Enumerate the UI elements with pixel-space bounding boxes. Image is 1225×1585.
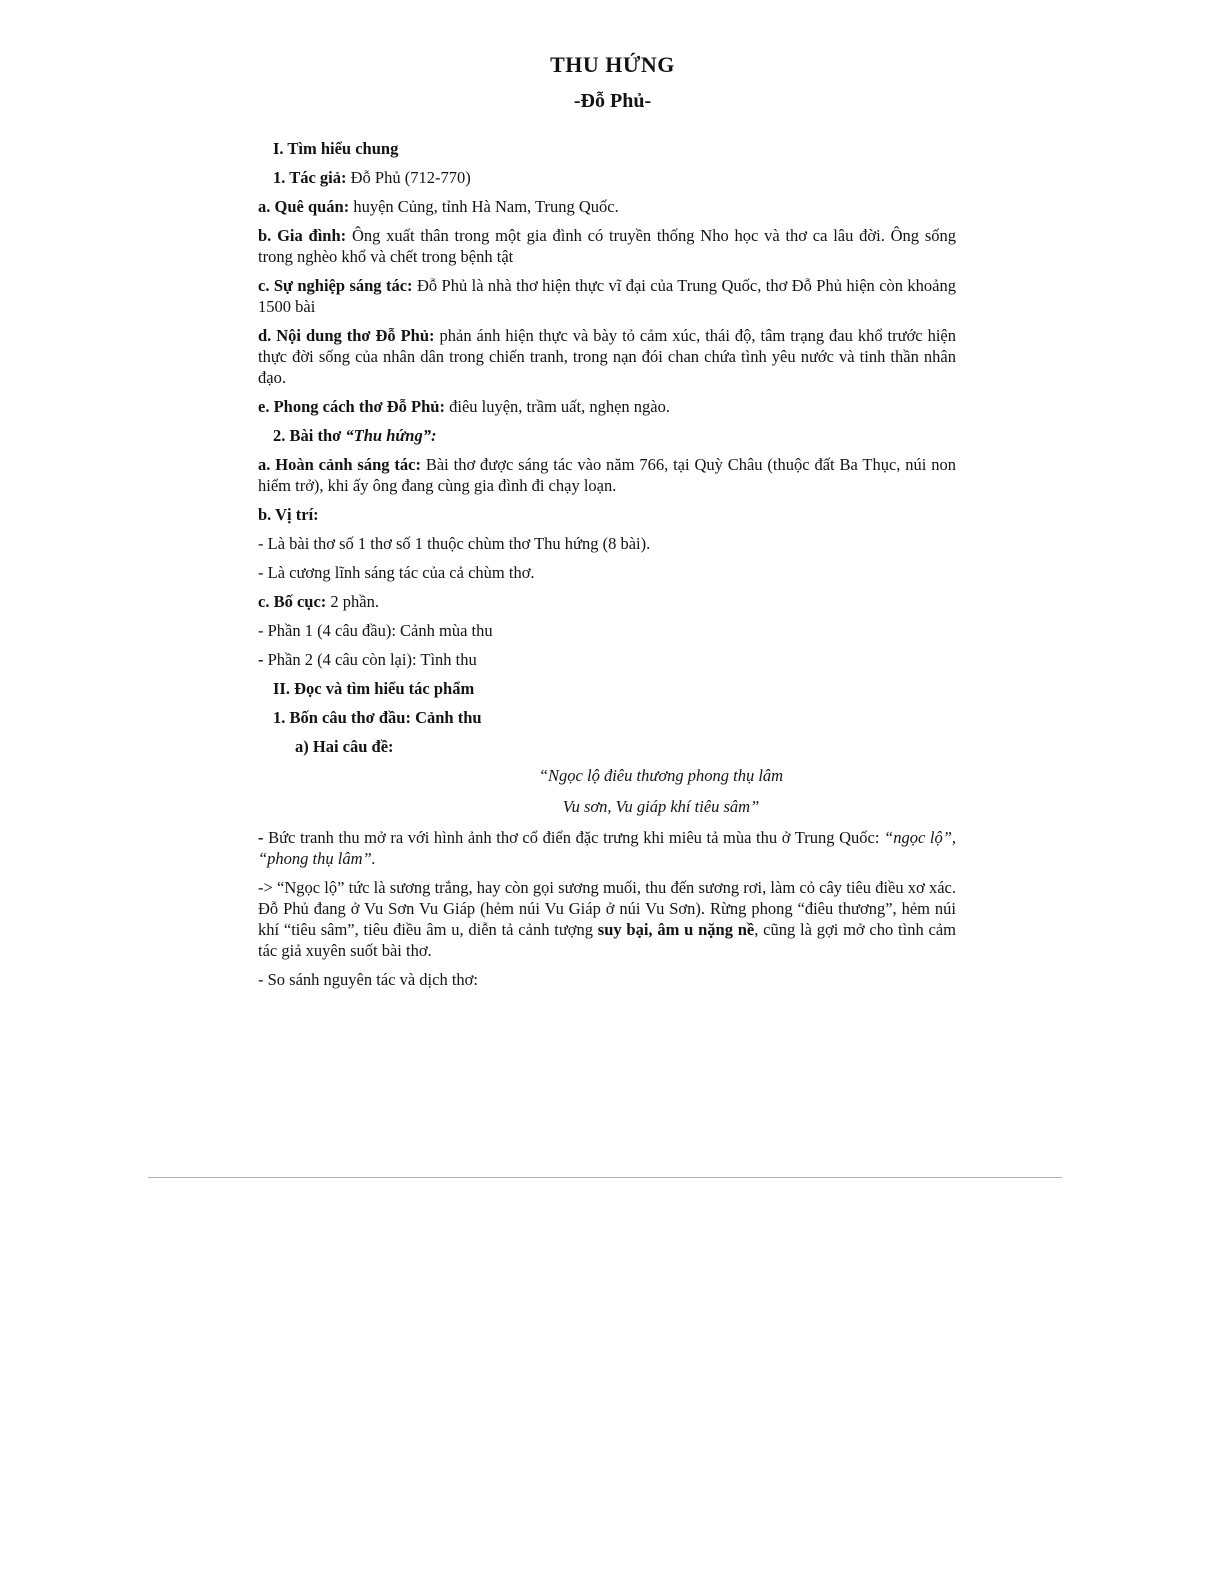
paragraph [258, 827, 956, 869]
text-run: , cũng là gợi mở cho tình cảm tác giả xuyên suốt bài thơ. [258, 920, 956, 960]
paragraph [258, 396, 956, 417]
text-run: “Thu hứng”: [345, 426, 437, 445]
text-run: I. Tìm hiểu chung [273, 139, 399, 158]
paragraph [273, 425, 956, 446]
paragraph [258, 591, 956, 612]
text-run: e. Phong cách thơ Đỗ Phủ: [258, 397, 450, 416]
text-run: 1. Tác giả: [273, 168, 351, 187]
text-run: a. Hoàn cảnh sáng tác: [258, 455, 426, 474]
text-run: “Ngọc lộ điêu thương phong thụ lâm [538, 766, 784, 785]
paragraph [258, 225, 956, 267]
paragraph [258, 275, 956, 317]
text-run: a) Hai câu đề: [295, 737, 394, 756]
page-title: THU HỨNG [550, 52, 675, 77]
text-run: - Là bài thơ số 1 thơ số 1 thuộc chùm thơ Thu hứng (8 bài). [258, 534, 651, 553]
paragraph [258, 504, 956, 525]
text-run: - So sánh nguyên tác và dịch thơ: [258, 970, 478, 989]
text-run: huyện Củng, tỉnh Hà Nam, Trung Quốc. [353, 197, 619, 216]
paragraph [258, 454, 956, 496]
text-run: 2 phần. [330, 592, 379, 611]
paragraph [258, 562, 956, 583]
text-run: Ông xuất thân trong một gia đình có truyền thống Nho học và thơ ca lâu đời. Ông sống trong nghèo khổ và chết trong bệnh tật [258, 226, 956, 266]
paragraph [273, 678, 956, 699]
paragraph [273, 707, 956, 728]
paragraph [295, 736, 956, 757]
text-run: “ngọc lộ”, “phong thụ lâm”. [258, 828, 957, 868]
text-run: - Là cương lĩnh sáng tác của cả chùm thơ. [258, 563, 535, 582]
paragraph [258, 325, 956, 388]
text-run: điêu luyện, trầm uất, nghẹn ngào. [449, 397, 670, 416]
text-run: -> “Ngọc lộ” tức là sương trắng, hay còn gọi sương muối, thu đến sương rơi, làm cỏ cây tiêu điều xơ xác. Đỗ Phủ đang ở Vu Sơn Vu Giáp (hẻm núi Vu Giáp ở núi Vu Sơn). Rừng phong “điêu thương”, hẻm núi khí “tiêu sâm”, tiêu điều âm u, diễn tả cảnh tượng [258, 878, 956, 939]
text-run: b. Gia đình: [258, 226, 352, 245]
paragraph [258, 649, 956, 670]
paragraph [258, 969, 956, 990]
text-run: - [258, 828, 269, 847]
paragraph [258, 533, 956, 554]
page-subtitle: -Đỗ Phủ- [573, 90, 652, 112]
text-run: c. Bố cục: [258, 592, 331, 611]
text-run: 2. Bài thơ [273, 426, 346, 445]
text-run: Đỗ Phủ (712-770) [350, 168, 471, 187]
paragraph [273, 138, 956, 159]
text-run: suy bại, âm u nặng nề [597, 920, 755, 939]
text-run: Vu sơn, Vu giáp khí tiêu sâm” [562, 797, 760, 816]
paragraph [258, 796, 956, 817]
text-run: Bức tranh thu mở ra với hình ảnh thơ cổ điển đặc trưng khi miêu tả mùa thu ở Trung Quốc: [268, 828, 885, 847]
text-run: phản ánh hiện thực và bày tỏ cảm xúc, thái độ, tâm trạng đau khổ trước hiện thực đời sống của nhân dân trong chiến tranh, trong nạn đói chan chứa tình yêu nước và tinh thần nhân đạo. [258, 326, 956, 387]
text-run: Đỗ Phủ là nhà thơ hiện thực vĩ đại của Trung Quốc, thơ Đỗ Phủ hiện còn khoảng 1500 bài [258, 276, 956, 316]
text-run: Phần 2 (4 câu còn lại): Tình thu [267, 650, 477, 669]
paragraph [258, 877, 956, 961]
text-run: - Phần 1 (4 câu đầu): Cảnh mùa thu [258, 621, 493, 640]
text-run: Bài thơ được sáng tác vào năm 766, tại Quỳ Châu (thuộc đất Ba Thục, núi non hiểm trở), khi ấy ông đang cùng gia đình đi chạy loạn. [258, 455, 956, 495]
text-run: d. Nội dung thơ Đỗ Phủ: [258, 326, 440, 345]
text-run: II. Đọc và tìm hiểu tác phẩm [273, 679, 475, 698]
document-body [258, 138, 956, 998]
paragraph [258, 620, 956, 641]
page-divider [148, 1177, 1062, 1178]
text-run: a. Quê quán: [258, 197, 354, 216]
paragraph [258, 196, 956, 217]
paragraph [273, 167, 956, 188]
text-run: b. Vị trí: [258, 505, 319, 524]
text-run: c. Sự nghiệp sáng tác: [258, 276, 417, 295]
paragraph [258, 765, 956, 786]
text-run: - [258, 650, 268, 669]
text-run: 1. Bốn câu thơ đầu: Cảnh thu [273, 708, 482, 727]
